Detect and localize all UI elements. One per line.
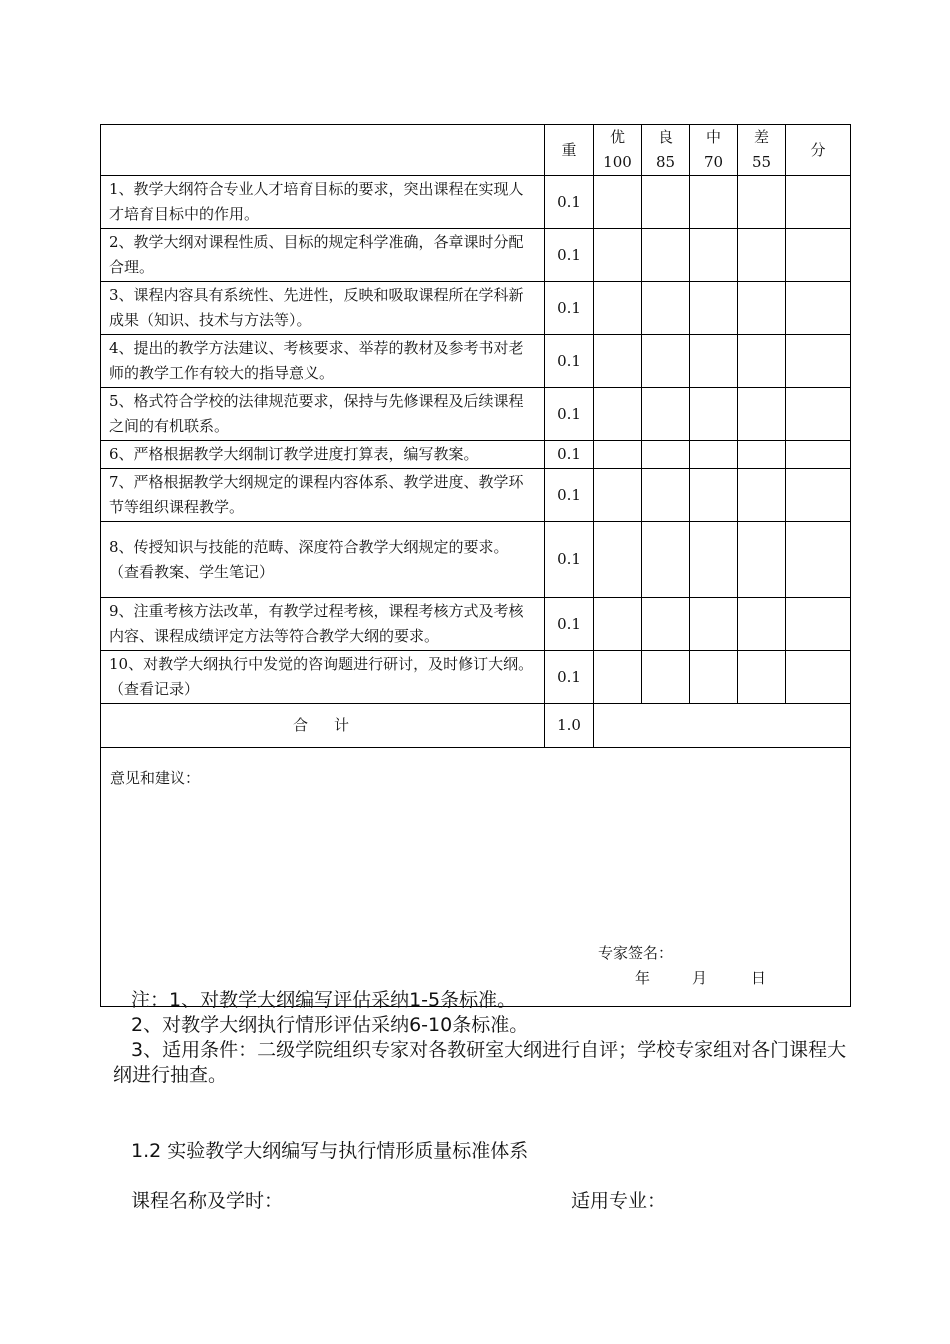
opinion-row [101, 748, 851, 1007]
criterion-cell: 10、对教学大纲执行中发觉的咨询题进行研讨，及时修订大纲。（查看记录） [101, 651, 545, 704]
excellent-input-cell[interactable] [594, 598, 642, 651]
poor-input-cell[interactable] [738, 229, 786, 282]
course-info-line [131, 1186, 831, 1213]
good-input-cell[interactable] [642, 522, 690, 598]
medium-input-cell[interactable] [690, 282, 738, 335]
excellent-input-cell[interactable] [594, 469, 642, 522]
criterion-header-cell [101, 125, 545, 176]
criterion-cell: 4、提出的教学方法建议、考核要求、举荐的教材及参考书对老师的教学工作有较大的指导意义。 [101, 335, 545, 388]
table-row [101, 469, 851, 522]
total-weight: 1.0 [545, 704, 594, 748]
poor-input-cell[interactable] [738, 441, 786, 469]
medium-header [690, 125, 738, 176]
score-input-cell[interactable] [786, 335, 851, 388]
score-input-cell[interactable] [786, 176, 851, 229]
criterion-cell: 5、格式符合学校的法律规范要求，保持与先修课程及后续课程之间的有机联系。 [101, 388, 545, 441]
score-header: 分 [786, 125, 851, 176]
course-name-label: 课程名称及学时： [131, 1190, 284, 1212]
score-input-cell[interactable] [786, 598, 851, 651]
criterion-note: （查看教案、学生笔记） [109, 562, 275, 581]
score-input-cell[interactable] [786, 651, 851, 704]
score-input-cell[interactable] [786, 229, 851, 282]
medium-label: 中 [705, 128, 721, 146]
note-line-1: 注：1、对教学大纲编写评估采纳1-5条标准。 [131, 989, 517, 1011]
criterion-cell: 3、课程内容具有系统性、先进性，反映和吸取课程所在学科新成果（知识、技术与方法等）。 [101, 282, 545, 335]
date-month: 月 [692, 969, 708, 987]
criterion-cell: 9、注重考核方法改革，有教学过程考核，课程考核方式及考核内容、课程成绩评定方法等符合教学大纲的要求。 [101, 598, 545, 651]
score-input-cell[interactable] [786, 522, 851, 598]
table-row [101, 335, 851, 388]
medium-input-cell[interactable] [690, 522, 738, 598]
medium-input-cell[interactable] [690, 598, 738, 651]
weight-cell: 0.1 [545, 469, 594, 522]
excellent-header [594, 125, 642, 176]
table-row [101, 229, 851, 282]
total-score-cell[interactable] [594, 704, 851, 748]
major-label: 适用专业： [571, 1190, 667, 1212]
score-input-cell[interactable] [786, 469, 851, 522]
note-line-3: 3、适用条件：二级学院组织专家对各教研室大纲进行自评；学校专家组对各门课程大纲进行抽查。 [113, 1039, 847, 1086]
good-input-cell[interactable] [642, 229, 690, 282]
excellent-input-cell[interactable] [594, 176, 642, 229]
medium-input-cell[interactable] [690, 229, 738, 282]
excellent-label: 优 [609, 128, 625, 146]
good-score: 85 [655, 153, 676, 171]
poor-label: 差 [753, 128, 769, 146]
medium-input-cell[interactable] [690, 441, 738, 469]
score-input-cell[interactable] [786, 282, 851, 335]
table-row [101, 176, 851, 229]
weight-cell: 0.1 [545, 388, 594, 441]
excellent-score: 100 [603, 153, 632, 171]
poor-header [738, 125, 786, 176]
section-title: 1.2 实验教学大纲编写与执行情形质量标准体系 [131, 1140, 529, 1162]
poor-input-cell[interactable] [738, 598, 786, 651]
good-input-cell[interactable] [642, 282, 690, 335]
medium-input-cell[interactable] [690, 176, 738, 229]
table-row [101, 388, 851, 441]
table-row [101, 282, 851, 335]
weight-cell: 0.1 [545, 522, 594, 598]
good-label: 良 [657, 128, 673, 146]
weight-header: 重 [545, 125, 594, 176]
medium-input-cell[interactable] [690, 469, 738, 522]
poor-input-cell[interactable] [738, 388, 786, 441]
excellent-input-cell[interactable] [594, 282, 642, 335]
criterion-cell: 2、教学大纲对课程性质、目标的规定科学准确，各章课时分配合理。 [101, 229, 545, 282]
good-input-cell[interactable] [642, 651, 690, 704]
weight-cell: 0.1 [545, 335, 594, 388]
criterion-cell: 6、严格根据教学大纲制订教学进度打算表，编写教案。 [101, 441, 545, 469]
notes [113, 988, 853, 1088]
table-row [101, 522, 851, 598]
good-input-cell[interactable] [642, 469, 690, 522]
weight-cell: 0.1 [545, 441, 594, 469]
date-year: 年 [635, 969, 651, 987]
criterion-cell [101, 522, 545, 598]
poor-input-cell[interactable] [738, 469, 786, 522]
header-row [101, 125, 851, 176]
excellent-input-cell[interactable] [594, 651, 642, 704]
score-input-cell[interactable] [786, 441, 851, 469]
table-row [101, 651, 851, 704]
poor-input-cell[interactable] [738, 522, 786, 598]
signature-label: 专家签名： [598, 944, 674, 962]
criterion-text: 8、传授知识与技能的范畴、深度符合教学大纲规定的要求。 [109, 537, 509, 556]
evaluation-table [100, 124, 851, 1007]
note-line-2: 2、对教学大纲执行情形评估采纳6-10条标准。 [131, 1014, 529, 1036]
good-header [642, 125, 690, 176]
criterion-cell: 1、教学大纲符合专业人才培育目标的要求，突出课程在实现人才培育目标中的作用。 [101, 176, 545, 229]
excellent-input-cell[interactable] [594, 441, 642, 469]
weight-cell: 0.1 [545, 229, 594, 282]
weight-cell: 0.1 [545, 282, 594, 335]
poor-input-cell[interactable] [738, 651, 786, 704]
opinion-label: 意见和建议： [110, 769, 201, 787]
poor-input-cell[interactable] [738, 335, 786, 388]
poor-input-cell[interactable] [738, 282, 786, 335]
good-input-cell[interactable] [642, 388, 690, 441]
excellent-input-cell[interactable] [594, 335, 642, 388]
excellent-input-cell[interactable] [594, 388, 642, 441]
medium-input-cell[interactable] [690, 335, 738, 388]
table-row [101, 598, 851, 651]
medium-input-cell[interactable] [690, 651, 738, 704]
good-input-cell[interactable] [642, 441, 690, 469]
total-label: 合 计 [101, 704, 545, 748]
criterion-cell: 7、严格根据教学大纲规定的课程内容体系、教学进度、教学环节等组织课程教学。 [101, 469, 545, 522]
good-input-cell[interactable] [642, 335, 690, 388]
date-day: 日 [751, 969, 767, 987]
weight-cell: 0.1 [545, 176, 594, 229]
excellent-input-cell[interactable] [594, 229, 642, 282]
medium-score: 70 [703, 153, 724, 171]
total-row [101, 704, 851, 748]
excellent-input-cell[interactable] [594, 522, 642, 598]
poor-input-cell[interactable] [738, 176, 786, 229]
weight-cell: 0.1 [545, 651, 594, 704]
medium-input-cell[interactable] [690, 388, 738, 441]
good-input-cell[interactable] [642, 598, 690, 651]
table-row [101, 441, 851, 469]
opinion-cell[interactable] [101, 748, 851, 1007]
poor-score: 55 [751, 153, 772, 171]
weight-cell: 0.1 [545, 598, 594, 651]
score-input-cell[interactable] [786, 388, 851, 441]
good-input-cell[interactable] [642, 176, 690, 229]
